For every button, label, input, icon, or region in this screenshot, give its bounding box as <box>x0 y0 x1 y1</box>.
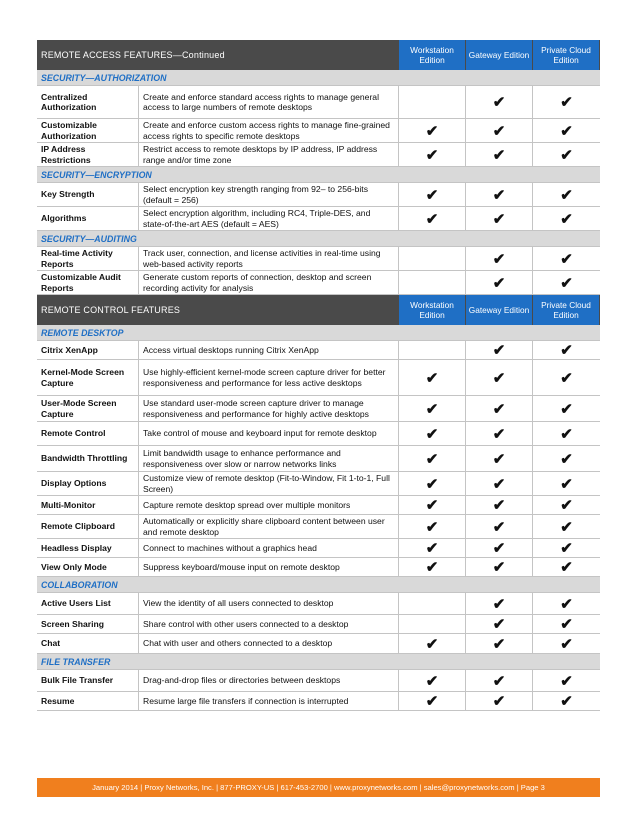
feature-row <box>37 539 600 558</box>
checkmark-icon: ✔ <box>466 396 533 421</box>
checkmark-icon: ✔ <box>466 207 533 230</box>
feature-name: Real-time Activity Reports <box>37 247 139 270</box>
checkmark-icon: ✔ <box>466 593 533 614</box>
section-header <box>37 167 600 183</box>
section-label: COLLABORATION <box>41 579 118 590</box>
feature-name: Chat <box>37 634 139 653</box>
feature-name: Bulk File Transfer <box>37 670 139 691</box>
checkmark-icon: ✔ <box>399 360 466 395</box>
feature-name: Display Options <box>37 472 139 495</box>
feature-description: Take control of mouse and keyboard input for remote desktop <box>139 422 399 445</box>
checkmark-icon: ✔ <box>560 672 573 690</box>
section-label: REMOTE DESKTOP <box>41 327 124 338</box>
feature-name: Resume <box>37 692 139 710</box>
checkmark-icon: ✔ <box>466 446 533 471</box>
feature-description: Automatically or explicitly share clipboard content between user and remote desktop <box>139 515 399 538</box>
checkmark-icon <box>399 341 466 359</box>
checkmark-icon: ✔ <box>466 670 533 691</box>
footer-text: January 2014 | Proxy Networks, Inc. | 877-PROXY-US | 617-453-2700 | www.proxynetworks.com | sales@proxynetworks.com | Page 3 <box>92 783 545 792</box>
checkmark-icon: ✔ <box>560 342 573 359</box>
feature-row <box>37 119 600 143</box>
feature-description: Use standard user-mode screen capture driver to manage responsiveness and performance for highly active desktops <box>139 396 399 421</box>
feature-row <box>37 558 600 577</box>
checkmark-icon: ✔ <box>399 119 466 142</box>
feature-row <box>37 472 600 496</box>
feature-name: Remote Clipboard <box>37 515 139 538</box>
checkmark-icon: ✔ <box>399 670 466 691</box>
checkmark-icon: ✔ <box>560 635 573 653</box>
feature-name: User-Mode Screen Capture <box>37 396 139 421</box>
checkmark-icon: ✔ <box>399 207 466 230</box>
feature-name: View Only Mode <box>37 558 139 576</box>
section-label: SECURITY—AUTHORIZATION <box>41 72 167 83</box>
feature-row <box>37 593 600 615</box>
feature-row <box>37 207 600 231</box>
feature-description: Connect to machines without a graphics head <box>139 539 399 557</box>
feature-description: Generate custom reports of connection, desktop and screen recording activity for analysis <box>139 271 399 294</box>
feature-name: Customizable Audit Reports <box>37 271 139 294</box>
checkmark-icon: ✔ <box>466 247 533 270</box>
checkmark-icon <box>399 86 466 118</box>
checkmark-icon: ✔ <box>399 692 466 710</box>
feature-name: Remote Control <box>37 422 139 445</box>
checkmark-icon: ✔ <box>466 558 533 576</box>
checkmark-icon: ✔ <box>560 595 573 613</box>
feature-row <box>37 446 600 472</box>
checkmark-icon: ✔ <box>560 540 573 557</box>
feature-row <box>37 247 600 271</box>
feature-name: Citrix XenApp <box>37 341 139 359</box>
feature-description: Suppress keyboard/mouse input on remote desktop <box>139 558 399 576</box>
checkmark-icon: ✔ <box>399 515 466 538</box>
checkmark-icon: ✔ <box>466 692 533 710</box>
checkmark-icon: ✔ <box>560 146 573 164</box>
edition-header: Workstation Edition <box>399 40 466 70</box>
feature-description: Track user, connection, and license activities in real-time using web-based activity reports <box>139 247 399 270</box>
feature-description: Resume large file transfers if connection is interrupted <box>139 692 399 710</box>
feature-row <box>37 615 600 634</box>
checkmark-icon: ✔ <box>560 122 573 140</box>
feature-description: Restrict access to remote desktops by IP address, IP address range and/or time zone <box>139 143 399 166</box>
section-label: SECURITY—ENCRYPTION <box>41 169 152 180</box>
checkmark-icon: ✔ <box>560 250 573 268</box>
checkmark-icon: ✔ <box>399 422 466 445</box>
checkmark-icon: ✔ <box>466 472 533 495</box>
feature-description: Capture remote desktop spread over multiple monitors <box>139 496 399 514</box>
checkmark-icon: ✔ <box>466 496 533 514</box>
feature-description: Create and enforce standard access rights to manage general access to large numbers of remote desktops <box>139 86 399 118</box>
section-header <box>37 231 600 247</box>
checkmark-icon: ✔ <box>466 86 533 118</box>
feature-name: Active Users List <box>37 593 139 614</box>
edition-header: Gateway Edition <box>466 295 533 325</box>
checkmark-icon: ✔ <box>466 615 533 633</box>
feature-description: Drag-and-drop files or directories between desktops <box>139 670 399 691</box>
feature-name: Centralized Authorization <box>37 86 139 118</box>
checkmark-icon: ✔ <box>560 616 573 633</box>
checkmark-icon: ✔ <box>560 274 573 292</box>
section-header <box>37 577 600 593</box>
checkmark-icon: ✔ <box>560 210 573 228</box>
edition-header: Gateway Edition <box>466 40 533 70</box>
section-label: SECURITY—AUDITING <box>41 233 137 244</box>
feature-row <box>37 360 600 396</box>
feature-name: Screen Sharing <box>37 615 139 633</box>
feature-row <box>37 496 600 515</box>
feature-name: Key Strength <box>37 183 139 206</box>
checkmark-icon: ✔ <box>560 186 573 204</box>
feature-name: Multi-Monitor <box>37 496 139 514</box>
feature-row <box>37 670 600 692</box>
section-label: FILE TRANSFER <box>41 656 111 667</box>
table-header <box>37 40 600 70</box>
feature-name: Bandwidth Throttling <box>37 446 139 471</box>
edition-header: Workstation Edition <box>399 295 466 325</box>
feature-row <box>37 271 600 295</box>
checkmark-icon <box>399 271 466 294</box>
feature-row <box>37 86 600 119</box>
table-title: REMOTE ACCESS FEATURES—Continued <box>37 40 399 70</box>
checkmark-icon: ✔ <box>399 634 466 653</box>
checkmark-icon: ✔ <box>560 497 573 514</box>
feature-description: Customize view of remote desktop (Fit-to-Window, Fit 1-to-1, Full Screen) <box>139 472 399 495</box>
checkmark-icon: ✔ <box>560 94 573 111</box>
checkmark-icon: ✔ <box>399 496 466 514</box>
feature-row <box>37 183 600 207</box>
feature-description: Share control with other users connected to a desktop <box>139 615 399 633</box>
checkmark-icon: ✔ <box>560 400 573 418</box>
checkmark-icon: ✔ <box>466 341 533 359</box>
checkmark-icon: ✔ <box>466 515 533 538</box>
checkmark-icon: ✔ <box>466 119 533 142</box>
checkmark-icon: ✔ <box>560 425 573 443</box>
checkmark-icon <box>399 247 466 270</box>
feature-row <box>37 396 600 422</box>
checkmark-icon: ✔ <box>560 518 573 536</box>
section-header <box>37 70 600 86</box>
feature-row <box>37 515 600 539</box>
section-header <box>37 654 600 670</box>
checkmark-icon: ✔ <box>399 472 466 495</box>
feature-row <box>37 422 600 446</box>
table-header <box>37 295 600 325</box>
feature-description: Use highly-efficient kernel-mode screen capture driver for better responsiveness and performance for less active desktops <box>139 360 399 395</box>
checkmark-icon: ✔ <box>560 450 573 468</box>
section-header <box>37 325 600 341</box>
checkmark-icon: ✔ <box>466 143 533 166</box>
checkmark-icon: ✔ <box>466 539 533 557</box>
checkmark-icon: ✔ <box>560 559 573 576</box>
checkmark-icon <box>399 593 466 614</box>
checkmark-icon: ✔ <box>399 446 466 471</box>
checkmark-icon: ✔ <box>399 183 466 206</box>
feature-name: Algorithms <box>37 207 139 230</box>
feature-name: IP Address Restrictions <box>37 143 139 166</box>
feature-row <box>37 341 600 360</box>
checkmark-icon: ✔ <box>466 183 533 206</box>
edition-header: Private Cloud Edition <box>533 40 600 70</box>
feature-description: Limit bandwidth usage to enhance performance and responsiveness over slow or narrow networks links <box>139 446 399 471</box>
checkmark-icon <box>399 615 466 633</box>
checkmark-icon: ✔ <box>560 475 573 493</box>
checkmark-icon: ✔ <box>399 396 466 421</box>
edition-header: Private Cloud Edition <box>533 295 600 325</box>
feature-description: Chat with user and others connected to a desktop <box>139 634 399 653</box>
feature-row <box>37 692 600 711</box>
feature-description: Select encryption algorithm, including RC4, Triple-DES, and state-of-the-art AES (default = AES) <box>139 207 399 230</box>
feature-description: Create and enforce custom access rights to manage fine-grained access rights to specific remote desktops <box>139 119 399 142</box>
feature-name: Headless Display <box>37 539 139 557</box>
checkmark-icon: ✔ <box>466 422 533 445</box>
checkmark-icon: ✔ <box>399 143 466 166</box>
feature-name: Kernel-Mode Screen Capture <box>37 360 139 395</box>
feature-description: Select encryption key strength ranging from 92– to 256-bits (default = 256) <box>139 183 399 206</box>
feature-row <box>37 634 600 654</box>
checkmark-icon: ✔ <box>399 539 466 557</box>
feature-name: Customizable Authorization <box>37 119 139 142</box>
checkmark-icon: ✔ <box>466 271 533 294</box>
checkmark-icon: ✔ <box>466 360 533 395</box>
checkmark-icon: ✔ <box>466 634 533 653</box>
page-footer <box>37 778 600 797</box>
table-title: REMOTE CONTROL FEATURES <box>37 295 399 325</box>
checkmark-icon: ✔ <box>560 369 573 387</box>
feature-row <box>37 143 600 167</box>
feature-description: View the identity of all users connected to desktop <box>139 593 399 614</box>
checkmark-icon: ✔ <box>399 558 466 576</box>
feature-description: Access virtual desktops running Citrix XenApp <box>139 341 399 359</box>
checkmark-icon: ✔ <box>560 693 573 710</box>
feature-comparison-tables <box>37 40 600 711</box>
